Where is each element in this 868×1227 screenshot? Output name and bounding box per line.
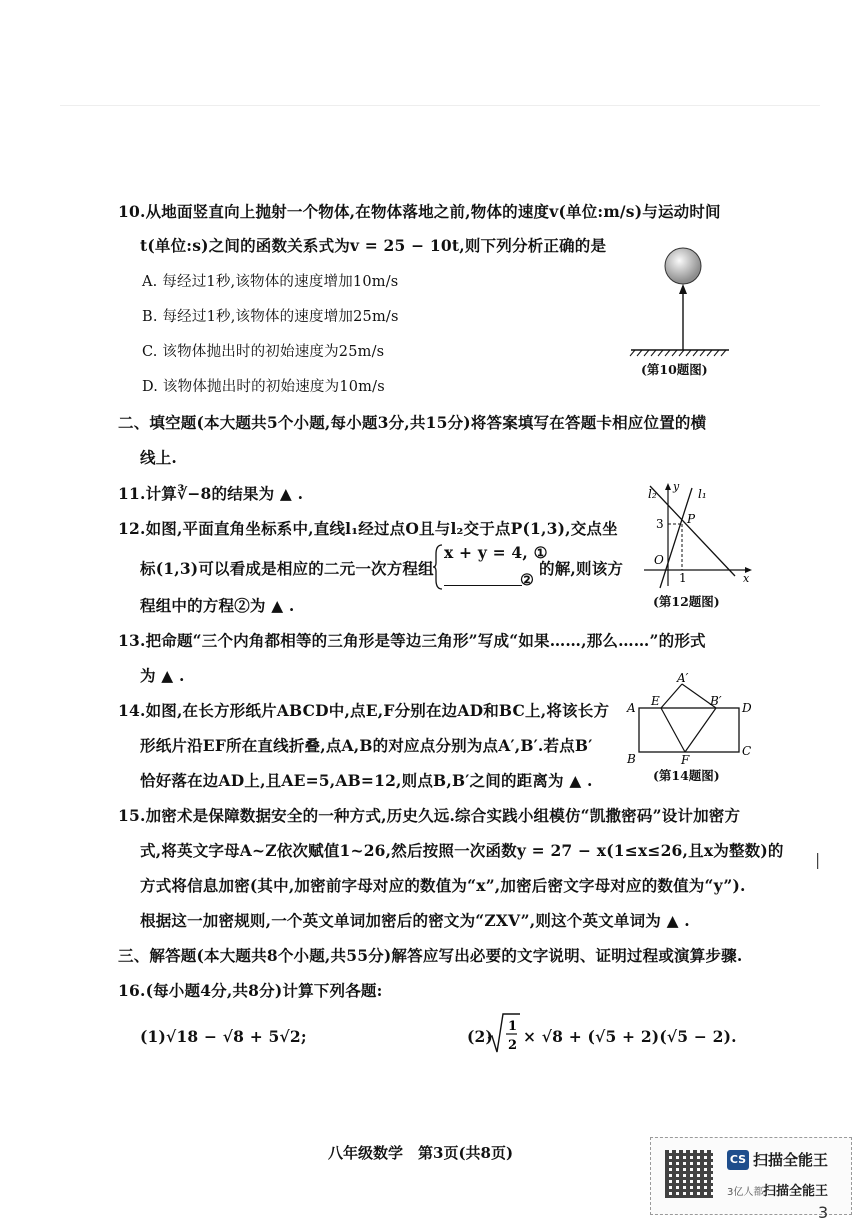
q16-part2-prefix: (2) xyxy=(467,1027,494,1046)
label-x: x xyxy=(743,572,750,585)
q12-line2a: 标(1,3)可以看成是相应的二元一次方程组 xyxy=(140,559,434,578)
q14-line3: 恰好落在边AD上,且AE=5,AB=12,则点B,B′之间的距离为 ▲ . xyxy=(140,771,593,790)
arrow-head-icon xyxy=(679,284,687,294)
q10-option-d: D. 该物体抛出时的初始速度为10m/s xyxy=(142,379,385,395)
q15-line3: 方式将信息加密(其中,加密前字母对应的数值为“x”,加密后密文字母对应的数值为“y”). xyxy=(140,876,746,895)
qr-code-icon xyxy=(665,1150,713,1198)
page-footer: 八年级数学 第3页(共8页) xyxy=(328,1144,514,1162)
label-C: C xyxy=(742,744,752,758)
scan-shadow-line xyxy=(60,105,820,106)
q10-option-a: A. 每经过1秒,该物体的速度增加10m/s xyxy=(142,274,399,290)
label-1: 1 xyxy=(679,571,687,585)
line-l1 xyxy=(660,488,692,588)
q13-line2: 为 ▲ . xyxy=(140,666,185,685)
section2-heading: 二、填空题(本大题共5个小题,每小题3分,共15分)将答案填写在答题卡相应位置的横 xyxy=(118,413,707,432)
margin-mark: | xyxy=(815,851,821,869)
label-l1: l₁ xyxy=(698,487,707,501)
frac-denominator: 2 xyxy=(508,1038,518,1053)
q15-line1: 15.加密术是保障数据安全的一种方式,历史久远.综合实践小组模仿“凯撒密码”设计加密方 xyxy=(118,806,741,825)
label-origin: O xyxy=(654,553,664,567)
label-A: A xyxy=(627,701,636,715)
q14-line2: 形纸片沿EF所在直线折叠,点A,B的对应点分别为点A′,B′.若点B′ xyxy=(140,736,593,755)
label-l2: l₂ xyxy=(648,487,657,501)
scanner-brand-small: 扫描全能王 xyxy=(763,1184,829,1199)
q12-figure-coordinate-plane xyxy=(640,478,755,590)
q12-line1: 12.如图,平面直角坐标系中,直线l₁经过点O且与l₂交于点P(1,3),交点坐 xyxy=(118,519,618,538)
label-D: D xyxy=(742,701,752,715)
q10-figure-caption: (第10题图) xyxy=(641,362,708,377)
q14-figure-caption: (第14题图) xyxy=(653,768,720,783)
q12-equation-1: x + y = 4, ① xyxy=(444,543,548,562)
q14-figure-folded-rectangle xyxy=(624,672,754,768)
scanner-subtext: 3亿人都 xyxy=(727,1187,764,1198)
fold-line-ef xyxy=(661,708,685,752)
label-B-prime: B′ xyxy=(710,694,722,708)
ball-icon xyxy=(665,248,701,284)
label-3: 3 xyxy=(656,517,664,531)
q14-line1: 14.如图,在长方形纸片ABCD中,点E,F分别在边AD和BC上,将该长方 xyxy=(118,701,610,720)
q16-part1: (1)√18 − √8 + 5√2; xyxy=(140,1027,307,1046)
q15-line2: 式,将英文字母A~Z依次赋值1~26,然后按照一次函数y = 27 − x(1≤x≤26,且x为整数)的 xyxy=(140,841,784,860)
label-E: E xyxy=(651,694,660,708)
cs-logo-icon: CS xyxy=(727,1150,749,1170)
q12-line3: 程组中的方程②为 ▲ . xyxy=(140,596,295,615)
q11-text: 11.计算∛−8的结果为 ▲ . xyxy=(118,484,304,503)
q10-option-b: B. 每经过1秒,该物体的速度增加25m/s xyxy=(142,309,399,325)
q12-line2b: 的解,则该方 xyxy=(539,559,624,578)
q12-equation-2-blank xyxy=(444,585,522,586)
section2-heading-cont: 线上. xyxy=(140,448,177,467)
q12-figure-caption: (第12题图) xyxy=(653,594,720,609)
scanner-brand: 扫描全能王 xyxy=(753,1151,829,1169)
frac-numerator: 1 xyxy=(508,1019,518,1034)
q10-option-c: C. 该物体抛出时的初始速度为25m/s xyxy=(142,344,385,360)
scan-page-marker: 3 xyxy=(818,1203,829,1222)
q16-part2-rest: × √8 + (√5 + 2)(√5 − 2). xyxy=(523,1027,737,1046)
q15-line4: 根据这一加密规则,一个英文单词加密后的密文为“ZXV”,则这个英文单词为 ▲ . xyxy=(140,911,690,930)
q12-brace xyxy=(433,544,443,590)
q16-part2-sqrt-half xyxy=(487,1012,521,1056)
label-P: P xyxy=(687,512,696,526)
q12-equation-2-marker: ② xyxy=(520,570,535,589)
section3-heading: 三、解答题(本大题共8个小题,共55分)解答应写出必要的文字说明、证明过程或演算步骤. xyxy=(118,946,743,965)
label-B: B xyxy=(627,752,636,766)
label-y: y xyxy=(673,480,680,493)
q10-figure-ball-throw xyxy=(625,240,735,360)
q16-title: 16.(每小题4分,共8分)计算下列各题: xyxy=(118,981,383,1000)
q10-line1: 10.从地面竖直向上抛射一个物体,在物体落地之前,物体的速度v(单位:m/s)与运动时间 xyxy=(118,202,721,221)
label-F: F xyxy=(681,753,690,767)
q13-line1: 13.把命题“三个内角都相等的三角形是等边三角形”写成“如果……,那么……”的形式 xyxy=(118,631,706,650)
q10-line2: t(单位:s)之间的函数关系式为v = 25 − 10t,则下列分析正确的是 xyxy=(140,236,607,255)
label-A-prime: A′ xyxy=(677,672,689,685)
